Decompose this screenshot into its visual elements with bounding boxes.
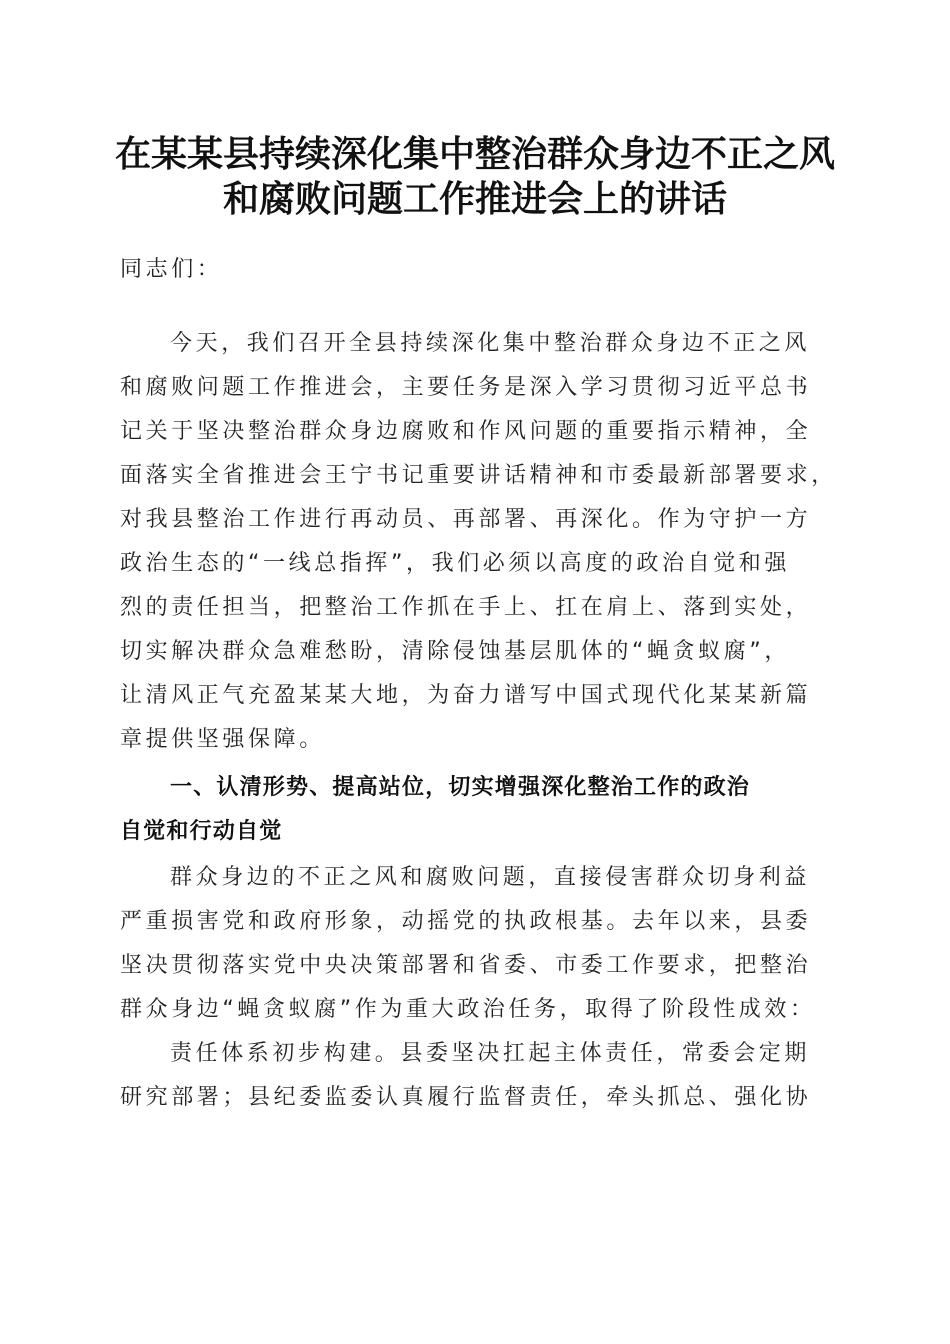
paragraph-line: 面落实全省推进会王宁书记重要讲话精神和市委最新部署要求， xyxy=(120,463,837,488)
paragraph-line: 对我县整治工作进行再动员、再部署、再深化。作为守护一方 xyxy=(120,507,812,532)
paragraph-line: 严重损害党和政府形象，动摇党的执政根基。去年以来，县委 xyxy=(120,909,812,934)
paragraph-line: 和腐败问题工作推进会，主要任务是深入学习贯彻习近平总书 xyxy=(120,375,812,400)
paragraph-line: 烈的责任担当，把整治工作抓在手上、扛在肩上、落到实处， xyxy=(120,595,812,620)
paragraph-line: 责任体系初步构建。县委坚决扛起主体责任，常委会定期 xyxy=(170,1041,811,1066)
paragraph-line: 记关于坚决整治群众身边腐败和作风问题的重要指示精神，全 xyxy=(120,419,812,444)
salutation: 同志们： xyxy=(120,257,223,282)
paragraph-line: 群众身边的不正之风和腐败问题，直接侵害群众切身利益 xyxy=(170,865,811,890)
paragraph-line: 让清风正气充盈某某大地，为奋力谱写中国式现代化某某新篇 xyxy=(120,683,812,708)
paragraph-line: 群众身边“蝇贪蚁腐”作为重大政治任务，取得了阶段性成效： xyxy=(120,997,816,1022)
heading-line: 一、认清形势、提高站位，切实增强深化整治工作的政治 xyxy=(170,775,751,800)
section-heading-1 xyxy=(120,766,830,854)
document-title xyxy=(100,132,850,222)
paragraph-line: 坚决贯彻落实党中央决策部署和省委、市委工作要求，把整治 xyxy=(120,953,812,978)
paragraph-situation xyxy=(120,856,830,1032)
paragraph-line: 章提供坚强保障。 xyxy=(120,727,325,752)
paragraph-introduction xyxy=(120,322,837,762)
paragraph-line: 今天，我们召开全县持续深化集中整治群众身边不正之风 xyxy=(170,331,811,356)
title-line-2: 和腐败问题工作推进会上的讲话 xyxy=(222,178,727,220)
title-line-1: 在某某县持续深化集中整治群众身边不正之风 xyxy=(114,133,835,175)
paragraph-line: 研究部署；县纪委监委认真履行监督责任，牵头抓总、强化协 xyxy=(120,1085,812,1110)
heading-line: 自觉和行动自觉 xyxy=(120,819,283,844)
paragraph-line: 政治生态的“一线总指挥”，我们必须以高度的政治自觉和强 xyxy=(120,551,790,576)
paragraph-line: 切实解决群众急难愁盼，清除侵蚀基层肌体的“蝇贪蚁腐”， xyxy=(120,639,790,664)
paragraph-responsibility xyxy=(120,1032,830,1120)
